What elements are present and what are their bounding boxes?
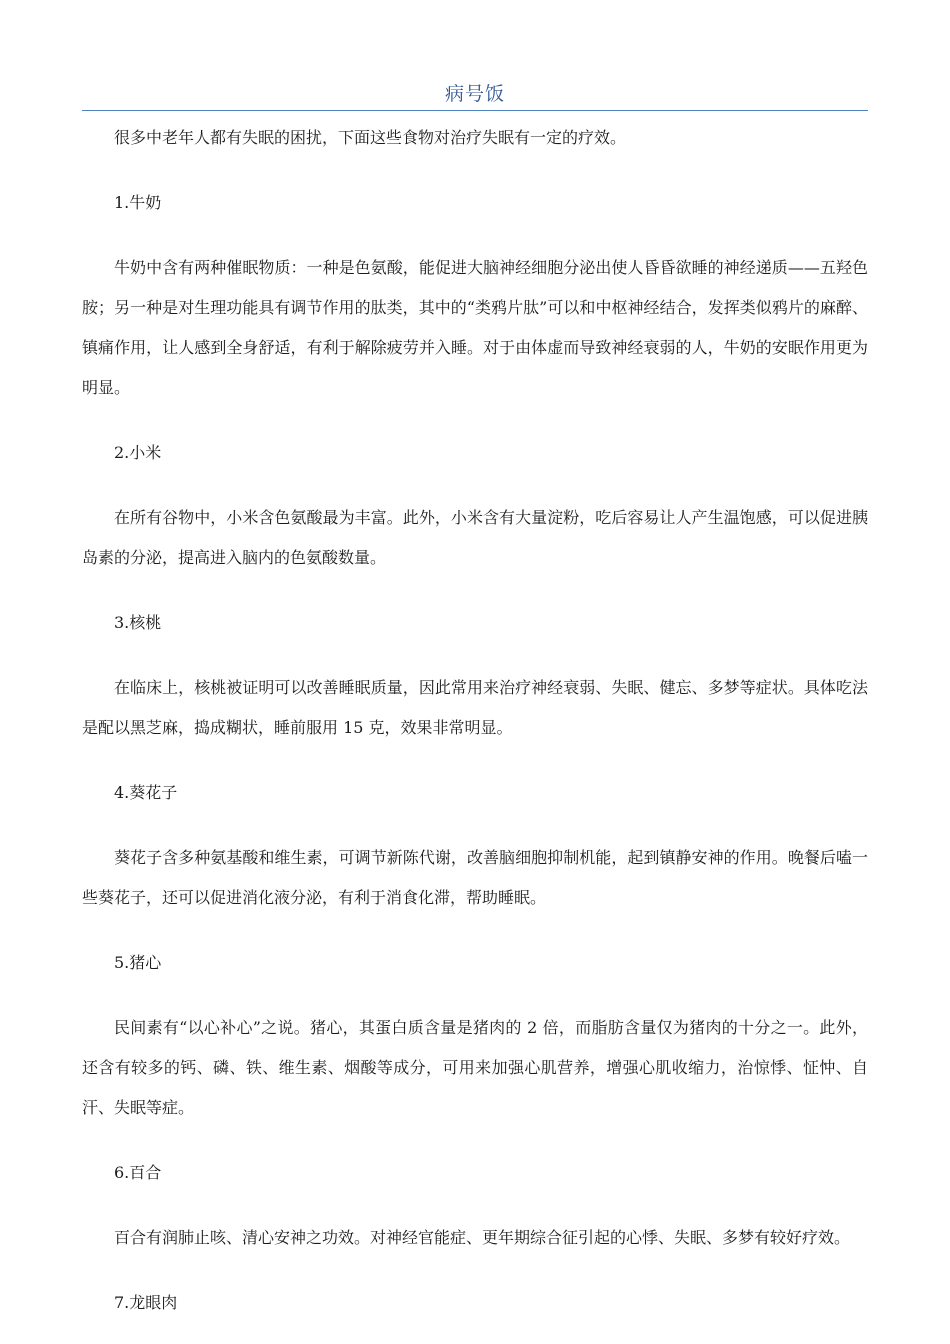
- section-heading-walnut: 3.核桃: [114, 613, 162, 632]
- section-text-millet: 在所有谷物中，小米含色氨酸最为丰富。此外，小米含有大量淀粉，吃后容易让人产生温饱感，可以促进胰岛素的分泌，提高进入脑内的色氨酸数量。: [82, 508, 868, 567]
- section-heading-sunflower-seeds: 4.葵花子: [114, 783, 178, 802]
- section-text-walnut: 在临床上，核桃被证明可以改善睡眠质量，因此常用来治疗神经衰弱、失眠、健忘、多梦等症状。具体吃法是配以黑芝麻，捣成糊状，睡前服用 15 克，效果非常明显。: [82, 678, 868, 737]
- section-text-pig-heart: 民间素有“以心补心”之说。猪心，其蛋白质含量是猪肉的 2 倍，而脂肪含量仅为猪肉的十分之一。此外，还含有较多的钙、磷、铁、维生素、烟酸等成分，可用来加强心肌营养，增强心肌收缩力，治惊悸、怔忡、自汗、失眠等症。: [82, 1018, 868, 1117]
- section-heading-lily: 6.百合: [114, 1163, 162, 1182]
- section-heading-pig-heart: 5.猪心: [114, 953, 162, 972]
- page-header: [82, 80, 868, 111]
- section-text-sunflower-seeds: 葵花子含多种氨基酸和维生素，可调节新陈代谢，改善脑细胞抑制机能，起到镇静安神的作用。晚餐后嗑一些葵花子，还可以促进消化液分泌，有利于消食化滞，帮助睡眠。: [82, 848, 868, 907]
- intro-paragraph: 很多中老年人都有失眠的困扰，下面这些食物对治疗失眠有一定的疗效。: [114, 128, 627, 147]
- section-heading-millet: 2.小米: [114, 443, 162, 462]
- section-heading-milk: 1.牛奶: [114, 193, 162, 212]
- document-body: [82, 118, 868, 1323]
- section-text-lily: 百合有润肺止咳、清心安神之功效。对神经官能症、更年期综合征引起的心悸、失眠、多梦有较好疗效。: [114, 1228, 851, 1247]
- page-title: 病号饭: [444, 83, 505, 105]
- section-text-milk: 牛奶中含有两种催眠物质：一种是色氨酸，能促进大脑神经细胞分泌出使人昏昏欲睡的神经递质——五羟色胺；另一种是对生理功能具有调节作用的肽类，其中的“类鸦片肽”可以和中枢神经结合，发挥类似鸦片的麻醉、镇痛作用，让人感到全身舒适，有利于解除疲劳并入睡。对于由体虚而导致神经衰弱的人，牛奶的安眠作用更为明显。: [82, 258, 868, 397]
- section-heading-longan: 7.龙眼肉: [114, 1293, 178, 1312]
